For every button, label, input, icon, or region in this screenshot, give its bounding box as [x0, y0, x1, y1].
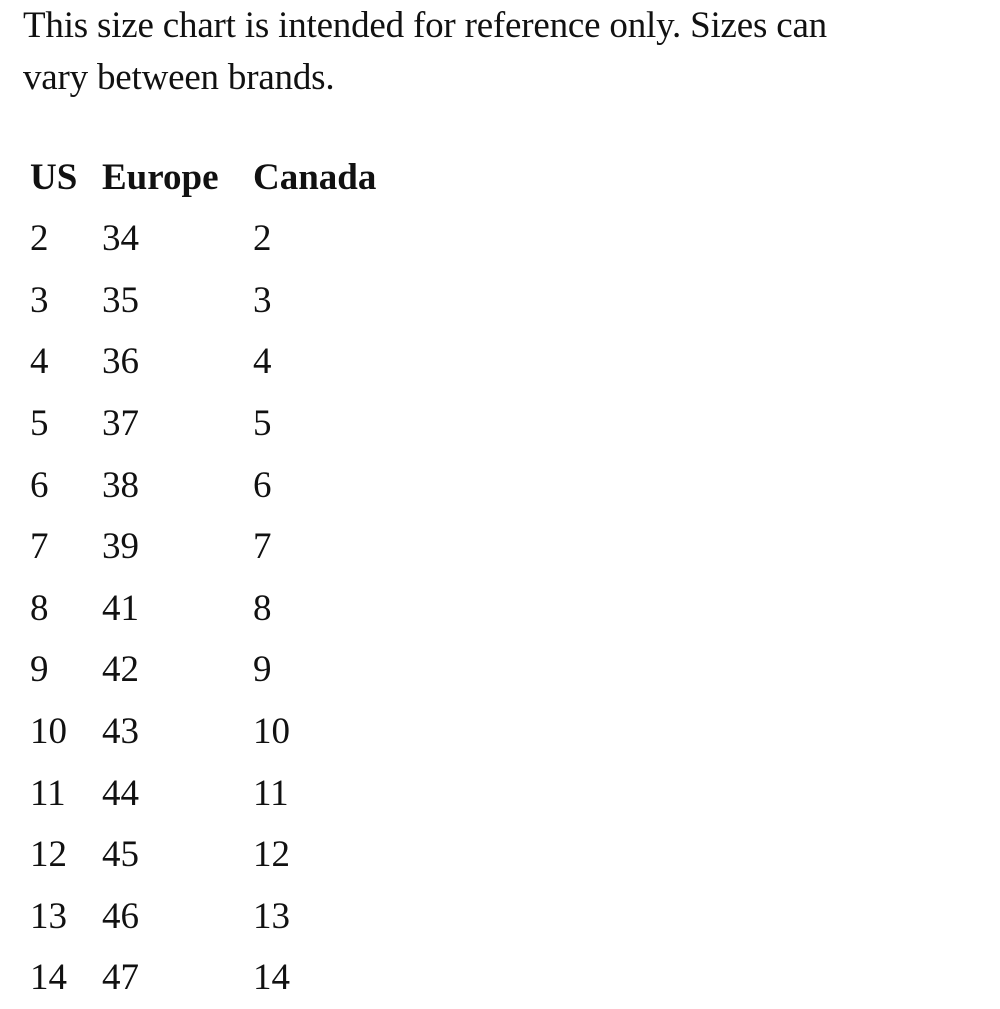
table-row [30, 208, 453, 270]
table-header [30, 146, 453, 208]
cell-canada: 7 [253, 526, 272, 568]
cell-canada: 6 [253, 464, 272, 506]
cell-us: 3 [30, 279, 49, 321]
size-chart-disclaimer [23, 0, 973, 104]
table-row [30, 578, 453, 640]
cell-us: 13 [30, 895, 67, 937]
table-row [30, 886, 453, 948]
cell-europe: 44 [102, 772, 139, 814]
cell-canada: 3 [253, 279, 272, 321]
cell-canada: 11 [253, 772, 289, 814]
cell-canada: 14 [253, 957, 290, 999]
cell-europe: 35 [102, 279, 139, 321]
cell-canada: 13 [253, 895, 290, 937]
cell-europe: 45 [102, 834, 139, 876]
cell-canada: 4 [253, 341, 272, 383]
cell-canada: 5 [253, 403, 272, 445]
table-row [30, 270, 453, 332]
cell-us: 12 [30, 834, 67, 876]
cell-us: 14 [30, 957, 67, 999]
cell-canada: 12 [253, 834, 290, 876]
cell-us: 9 [30, 649, 49, 691]
table-row [30, 454, 453, 516]
cell-europe: 42 [102, 649, 139, 691]
cell-europe: 47 [102, 957, 139, 999]
cell-europe: 37 [102, 403, 139, 445]
cell-us: 10 [30, 711, 67, 753]
table-row [30, 947, 453, 1009]
table-row [30, 393, 453, 455]
disclaimer-line-2: vary between brands. [23, 57, 335, 98]
disclaimer-line-1: This size chart is intended for reference only. Sizes can [23, 5, 827, 46]
cell-canada: 2 [253, 218, 272, 260]
header-row [30, 146, 453, 208]
cell-europe: 41 [102, 587, 139, 629]
cell-us: 2 [30, 218, 49, 260]
cell-europe: 43 [102, 711, 139, 753]
cell-us: 11 [30, 772, 66, 814]
table-row [30, 639, 453, 701]
table-row [30, 824, 453, 886]
table-row [30, 516, 453, 578]
cell-europe: 36 [102, 341, 139, 383]
table-row [30, 331, 453, 393]
table-row [30, 762, 453, 824]
cell-europe: 39 [102, 526, 139, 568]
header-europe: Europe [102, 156, 219, 198]
header-canada: Canada [253, 156, 377, 198]
cell-europe: 34 [102, 218, 139, 260]
cell-canada: 9 [253, 649, 272, 691]
cell-us: 6 [30, 464, 49, 506]
cell-europe: 46 [102, 895, 139, 937]
cell-us: 8 [30, 587, 49, 629]
cell-canada: 8 [253, 587, 272, 629]
table-body [30, 208, 453, 1009]
cell-europe: 38 [102, 464, 139, 506]
cell-canada: 10 [253, 711, 290, 753]
size-chart-table [30, 146, 453, 1009]
cell-us: 4 [30, 341, 49, 383]
header-us: US [30, 156, 78, 198]
cell-us: 7 [30, 526, 49, 568]
table-row [30, 701, 453, 763]
cell-us: 5 [30, 403, 49, 445]
